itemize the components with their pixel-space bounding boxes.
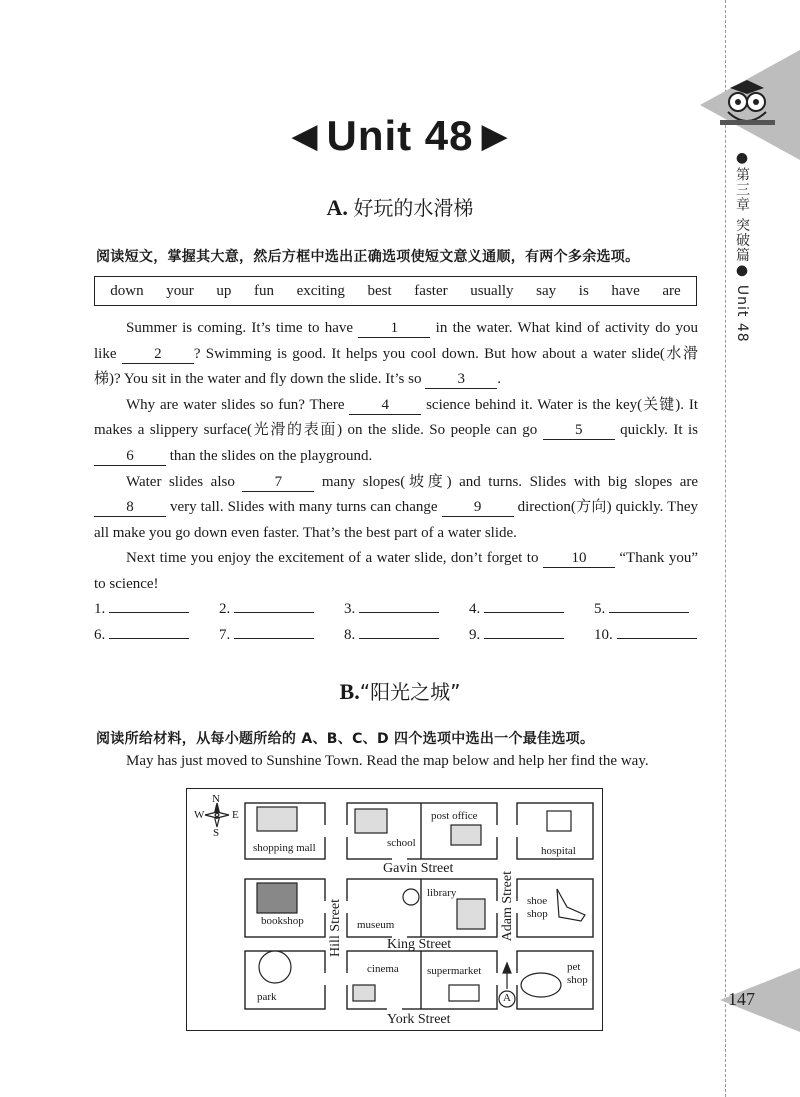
label-museum: museum	[357, 919, 395, 931]
answer-slot[interactable]: 9.	[469, 624, 573, 644]
answer-slot[interactable]: 8.	[344, 624, 448, 644]
word-option: are	[662, 282, 681, 299]
label-pet-shop: pet shop	[567, 961, 588, 986]
shoe-icon	[557, 889, 585, 921]
label-supermarket: supermarket	[427, 965, 482, 977]
label-post-office: post office	[431, 810, 478, 822]
page-number: 147	[728, 989, 755, 1009]
compass-s: S	[213, 827, 220, 839]
reading-passage	[94, 316, 698, 598]
compass-n: N	[212, 793, 220, 805]
school-icon	[355, 809, 387, 833]
label-cinema: cinema	[367, 963, 399, 975]
answer-slot[interactable]: 3.	[344, 598, 448, 618]
label-park: park	[257, 991, 277, 1003]
word-option: up	[216, 282, 232, 299]
answer-row	[94, 624, 698, 644]
answer-row	[94, 598, 698, 618]
street-adam: Adam Street	[500, 871, 515, 942]
blank-3[interactable]: 3	[425, 371, 497, 389]
shopping-cart-icon	[449, 985, 479, 1001]
word-option: say	[536, 282, 557, 299]
pet-icon	[521, 973, 561, 997]
compass-e: E	[232, 809, 239, 821]
answer-slot[interactable]: 6.	[94, 624, 198, 644]
shopping-bags-icon	[257, 807, 297, 831]
blank-10[interactable]: 10	[543, 550, 615, 568]
blank-7[interactable]: 7	[242, 474, 314, 492]
marker-a-label: A	[503, 992, 511, 1004]
answer-slot[interactable]: 2.	[219, 598, 323, 618]
word-option: fun	[253, 282, 274, 299]
label-library: library	[427, 887, 457, 899]
paragraph-1: Summer is coming. It’s time to have 1 in the water. What kind of activity do you like 2 ? Swimming is good. It helps you cool down. But how about a water slide(水滑梯)? You sit in the water and fly down the slide. It’s so 3 .	[94, 320, 699, 388]
word-option: faster	[414, 282, 448, 299]
label-hospital: hospital	[541, 845, 576, 857]
label-shopping-mall: shopping mall	[253, 842, 316, 854]
blank-4[interactable]: 4	[349, 397, 421, 415]
label-shoe-shop: shoe shop	[527, 895, 548, 920]
right-triangle-icon: ▶	[481, 117, 509, 155]
blank-9[interactable]: 9	[442, 499, 514, 517]
street-gavin: Gavin Street	[383, 861, 454, 876]
street-king: King Street	[387, 937, 452, 952]
town-map	[186, 788, 603, 1031]
word-option: is	[578, 282, 589, 299]
tree-icon	[259, 951, 291, 983]
paragraph-2: Why are water slides so fun? There 4 science behind it. Water is the key(关键). It makes a slippery surface(光滑的表面) on the slide. So people can go 5 quickly. It is 6 than the slides on the playground.	[94, 396, 698, 464]
blank-6[interactable]: 6	[94, 448, 166, 466]
unit-title-text: Unit 48	[326, 112, 474, 159]
section-b-instruction: 阅读所给材料，从每小题所给的 A、B、C、D 四个选项中选出一个最佳选项。	[96, 731, 595, 747]
answer-slot[interactable]: 1.	[94, 598, 198, 618]
word-option: best	[367, 282, 392, 299]
word-option: have	[611, 282, 640, 299]
chapter-side-label: ●第三章 突破篇● Unit 48	[734, 150, 750, 343]
blank-5[interactable]: 5	[543, 422, 615, 440]
word-option: exciting	[296, 282, 345, 299]
blank-8[interactable]: 8	[94, 499, 166, 517]
compass-w: W	[194, 809, 205, 821]
page-edge-line	[725, 0, 726, 1097]
books-icon	[257, 883, 297, 913]
hospital-sign-icon	[547, 811, 571, 831]
unit-title	[0, 112, 800, 160]
library-shelf-icon	[457, 899, 485, 929]
label-school: school	[387, 837, 416, 849]
label-bookshop: bookshop	[261, 915, 304, 927]
word-option: down	[110, 282, 144, 299]
section-b-intro: May has just moved to Sunshine Town. Read the map below and help her find the way.	[126, 753, 649, 769]
word-bank	[94, 276, 697, 306]
answer-slot[interactable]: 7.	[219, 624, 323, 644]
blank-1[interactable]: 1	[358, 320, 430, 338]
left-triangle-icon: ◀	[291, 117, 319, 155]
compass-icon	[205, 803, 229, 827]
paragraph-4: Next time you enjoy the excitement of a water slide, don’t forget to 10 “Thank you” to science!	[94, 550, 698, 592]
word-option: usually	[470, 282, 514, 299]
section-a-instruction: 阅读短文，掌握其大意，然后方框中选出正确选项使短文意义通顺，有两个多余选项。	[96, 249, 640, 265]
camera-icon	[353, 985, 375, 1001]
section-a-title: A. 好玩的水滑梯	[326, 195, 474, 220]
blank-2[interactable]: 2	[122, 346, 194, 364]
answer-slot[interactable]: 10.	[594, 624, 698, 644]
museum-statue-icon	[403, 889, 419, 905]
word-option: your	[166, 282, 194, 299]
street-hill: Hill Street	[328, 899, 343, 957]
answer-slot[interactable]: 5.	[594, 598, 698, 618]
street-york: York Street	[387, 1012, 451, 1027]
paragraph-3: Water slides also 7 many slopes(坡度) and turns. Slides with big slopes are 8 very tall. Slides with many turns can change 9 direction(方向) quickly. They all make you go down even faster. That’s the best part of a water slide.	[94, 473, 699, 541]
section-b-title: B.“阳光之城”	[339, 679, 461, 704]
mailbox-icon	[451, 825, 481, 845]
answer-slot[interactable]: 4.	[469, 598, 573, 618]
